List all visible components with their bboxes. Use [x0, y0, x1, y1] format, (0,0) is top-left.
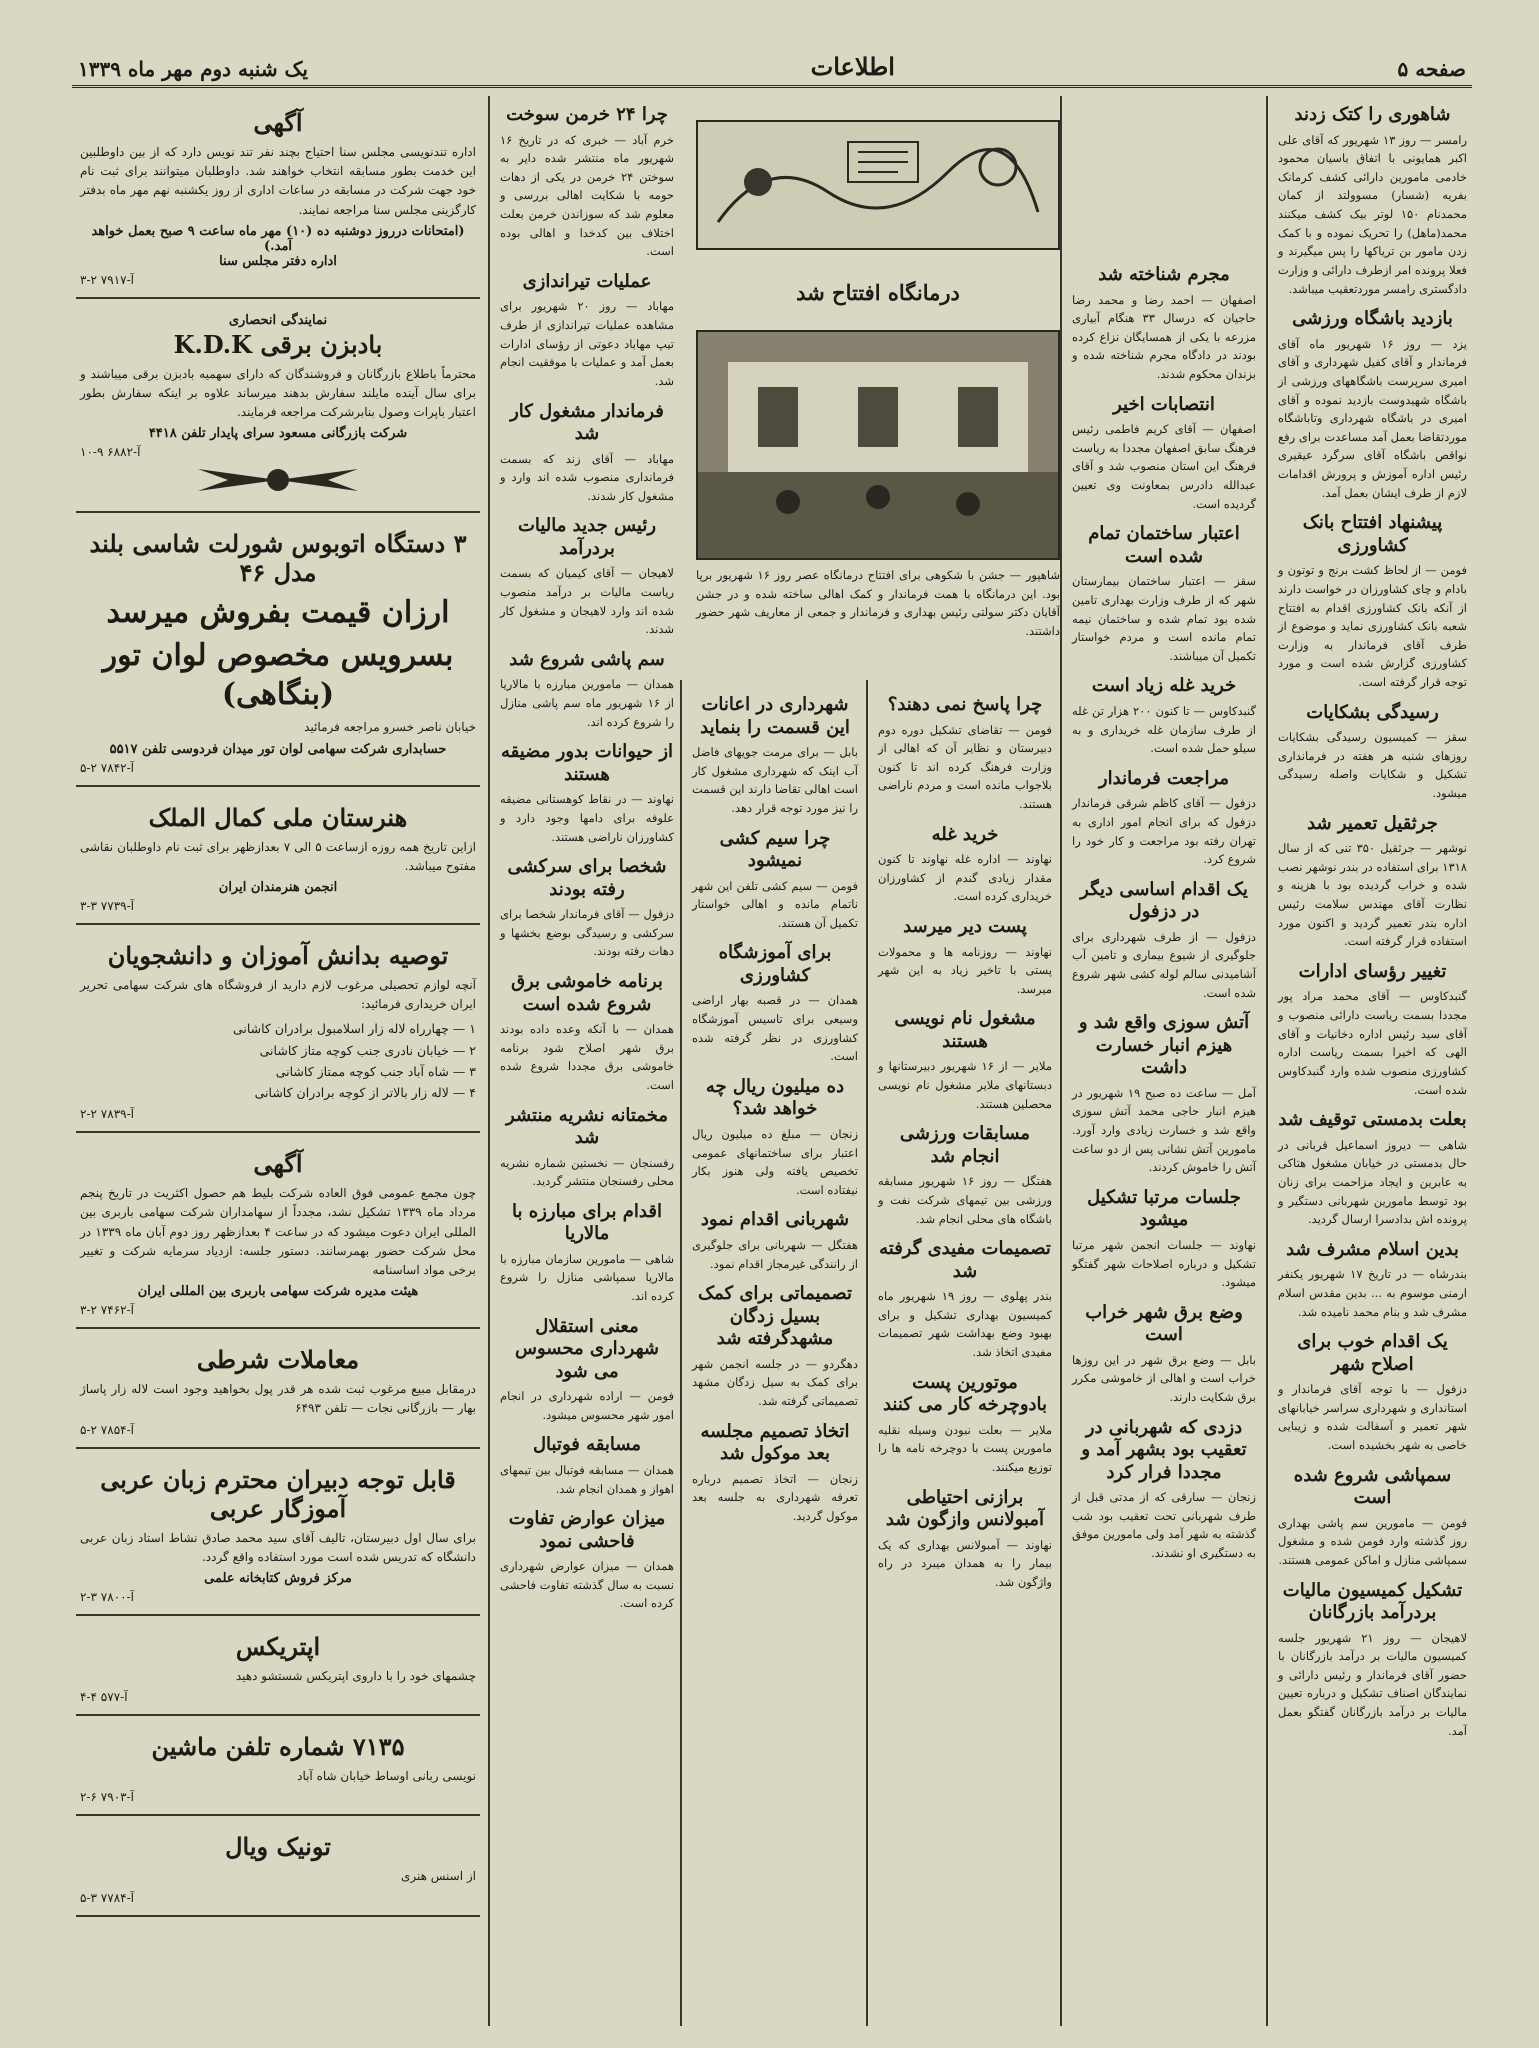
news-article — [692, 1209, 858, 1273]
advertisement — [76, 1724, 480, 1816]
article-body: رامسر — روز ۱۳ شهریور که آقای علی اکبر همایونی با اتفاق باسیان محمود خادمی مامورین دارائی کشف کرمانک بفریه (شسار) مسوولتد از کمان محمدنام ۱۵۰ لوتر بیک کشف میکنند محمد(ماهل) را تحریک نموده و با کمک زدن مامور بن تریاکها را پس میگیرند و فعلا پرونده امر ازطرف دارائی و وزارت دادگستری رامسر موردتعقیب میباشد. — [1278, 132, 1467, 296]
article-headline: انتصابات اخیر — [1113, 393, 1215, 415]
article-body: اصفهان — آقای کریم فاطمی رئیس فرهنگ سابق اصفهان مجددا به ریاست فرهنگ این استان منصوب شد و آقای عبدالله دادرس بمعاونت وی تعیین گردیده است. — [1072, 422, 1256, 511]
article-body: نهاوند — در نقاط کوهستانی مضیقه علوفه برای دامها وجود دارد و کشاورزان ناراضی هستند. — [500, 792, 674, 844]
article-headline: خرید غله زیاد است — [1091, 675, 1237, 697]
article-body: همدان — میزان عوارض شهرداری نسبت به سال گذشته تفاوت فاحشی کرده است. — [500, 1559, 674, 1611]
article-headline: تصمیماتی برای کمک بسیل زدگان مشهدگرفته شد — [697, 1283, 852, 1350]
article-headline: اعتبار ساختمان تمام شده است — [1088, 523, 1240, 567]
article-body: رفسنجان — نخستین شماره نشریه محلی رفسنجان منتشر گردید. — [500, 1155, 674, 1189]
clinic-photo — [696, 330, 1060, 560]
ad-code: آ-۷۸۴۲ ۲-۵ — [80, 760, 134, 775]
article-body: بابل — وضع برق شهر در این روزها خراب است و اهالی از خاموشی مکرر برق شکایت دارند. — [1072, 1352, 1256, 1404]
winged-emblem-icon — [80, 463, 476, 497]
news-article — [1278, 308, 1467, 502]
article-headline: عملیات تیراندازی — [522, 270, 652, 292]
news-article — [1278, 1331, 1467, 1455]
article-headline: مخمتانه نشریه منتشر شد — [506, 1104, 668, 1148]
ad-note: مرکز فروش کتابخانه علمی — [204, 1570, 352, 1586]
ad-title: توصیه بدانش آموزان و دانشجویان — [107, 940, 449, 970]
article-headline: پیشنهاد افتتاح بانک کشاورزی — [1302, 512, 1443, 556]
news-article — [1278, 1580, 1467, 1741]
article-headline: مسابقه فوتبال — [532, 1434, 642, 1456]
ad-body: آنچه لوازم تحصیلی مرغوب لازم دارید از فروشگاه های شرکت سهامی تحریر ایران خریداری فرمائید: — [80, 977, 476, 1012]
article-body: دزفول — آقای فرماندار شخصا برای سرکشی و رسیدگی بوضع بخشها و دهات رفته بودند. — [500, 907, 674, 959]
news-article — [1072, 1302, 1256, 1407]
article-body: بندر پهلوی — روز ۱۹ شهریور ماه کمیسیون بهداری تشکیل و برای بهبود وضع بهداشت شهر تصمیمات مفیدی اتخاذ شد. — [878, 1289, 1052, 1359]
advertisement — [76, 521, 480, 786]
article-headline: رئیس جدید مالیات بردرآمد — [517, 515, 657, 559]
article-headline: مجرم شناخته شد — [1098, 264, 1230, 285]
article-body: بابل — برای مرمت جویهای فاضل آب اینک که شهرداری مشغول کار است اهالی تقاضا دارند این قسمت را نیز مورد توجه قرار دهد. — [692, 745, 858, 815]
ad-code: آ-۷۹۰۳ ۶-۲ — [80, 1790, 134, 1805]
list-item: ۳ — شاه آباد جنب کوچه ممتاز کاشانی — [275, 1063, 476, 1079]
news-article — [692, 694, 858, 818]
news-article — [1072, 394, 1256, 514]
news-article — [878, 916, 1052, 998]
news-article — [500, 1316, 674, 1425]
ad-code: آ-۶۸۸۲ ۹-۱۰ — [80, 445, 141, 460]
ad-code: آ-۵۷۷ ۴-۴ — [80, 1690, 128, 1705]
ad-title: تونیک ویال — [225, 1832, 331, 1862]
article-body: زنجان — اتخاذ تصمیم درباره تعرفه شهرداری به جلسه بعد موکول گردید. — [692, 1471, 858, 1523]
news-article — [500, 1434, 674, 1498]
advertisement — [76, 100, 480, 299]
advertisement — [76, 307, 480, 514]
cartoon-illustration — [696, 120, 1060, 250]
article-headline: چرا پاسخ نمی دهند؟ — [887, 694, 1043, 715]
ad-body: نویسی ربانی اوساط خیابان شاه آباد — [297, 1769, 476, 1784]
article-headline: موتورین پست بادوچرخه کار می کنند — [882, 1371, 1048, 1416]
ad-title: بادبزن برقی K.D.K — [173, 329, 383, 359]
article-body: فومن — سیم کشی تلفن این شهر ناتمام مانده و اهالی خواستار تکمیل آن هستند. — [692, 878, 858, 930]
article-headline: خرید غله — [931, 823, 999, 845]
ad-note: شرکت بازرگانی مسعود سرای پایدار تلفن ۴۴۱۸ — [148, 426, 408, 442]
article-headline: بدین اسلام مشرف شد — [1286, 1238, 1459, 1260]
news-article — [500, 741, 674, 846]
article-body: فومن — مامورین سم پاشی بهداری روز گذشته وارد فومن شده و مشغول سمپاشی منازل و اماکن عمومی هستند. — [1278, 1515, 1467, 1567]
list-item: ۱ — چهارراه لاله زار اسلامبول برادران کاشانی — [232, 1021, 476, 1037]
news-article — [1072, 523, 1256, 665]
advertisement — [76, 1457, 480, 1616]
article-body: نهاوند — روزنامه ها و محمولات پستی با تاخیر زیاد به این شهر میرسد. — [878, 944, 1052, 996]
news-column-2 — [1064, 260, 1264, 2030]
ad-list — [80, 1018, 476, 1103]
ad-code: آ-۷۷۳۹ ۳-۳ — [80, 898, 134, 913]
article-body: اصفهان — احمد رضا و محمد رضا حاجیان که درسال ۳۳ هنگام آبیاری مزرعه با یکی از همسایگان نزاع کرده بودند در دادگاه مجرم شناخته شده و بزندان محکوم شدند. — [1072, 292, 1257, 381]
ads-column — [70, 100, 486, 2030]
article-body: نهاوند — جلسات انجمن شهر مرتبا تشکیل و درباره اصلاحات شهر گفتگو میشود. — [1072, 1237, 1256, 1290]
article-headline: اقدام برای مبارزه با مالاریا — [512, 1200, 662, 1245]
ad-body: اداره تندنویسی مجلس سنا احتیاج بچند نفر تند نویس دارد که از بین داوطلبین این خدمت بطور مسابقه انتخاب خواهند شد. داوطلبان میتوانند برای ثبت نام خود جهت شرکت در مسابقه در ساعات اداری از روز یکشنبه نهم مهر ماه بدفتر کارگزینی مجلس سنا مراجعه نمایند. — [80, 145, 476, 217]
article-headline: شهرداری در اعانات این قسمت را بنماید — [700, 694, 850, 738]
news-article — [500, 971, 674, 1095]
article-body: مهاباد — روز ۲۰ شهریور برای مشاهده عملیات تیراندازی از طرف تیپ مهاباد دعوتی از رؤسای ادارات بعمل آمد و عملیات با موفقیت انجام شد. — [500, 299, 675, 388]
news-article — [692, 1076, 858, 1200]
article-body: گنبدکاوس — آقای محمد مراد پور مجددا بسمت ریاست دارائی منصوب و آقای سید رئیس اداره دخانیات و آقای الهی که اخیرا بسمت ریاست اداره کشاورزی منصوب شده وارد گنبدکاوس شده است. — [1278, 989, 1467, 1097]
ad-subtitle: ارزان قیمت بفروش میرسد — [106, 595, 450, 631]
news-article — [500, 1508, 674, 1613]
article-body: زنجان — سارقی که از مدتی قبل از طرف شهربانی تحت تعقیب بود شب گذشته به شهر آمد ولی مامورین موفق به دستگیری او نشدند. — [1072, 1490, 1256, 1560]
article-headline: پست دیر میرسد — [903, 916, 1027, 937]
advertisement — [76, 795, 480, 925]
clinic-headline: درمانگاه افتتاح شد — [796, 280, 960, 305]
article-headline: بازدید باشگاه ورزشی — [1292, 308, 1453, 330]
article-headline: میزان عوارض تفاوت فاحشی نمود — [508, 1508, 666, 1552]
advertisement — [76, 1337, 480, 1448]
ad-code: آ-۷۹۱۷ ۲-۳ — [80, 272, 134, 287]
article-headline: بعلت بدمستی توقیف شد — [1278, 1109, 1467, 1131]
news-article — [878, 1238, 1052, 1362]
news-column-3 — [870, 690, 1060, 2030]
article-body: دهگردو — در جلسه انجمن شهر برای کمک به سیل زدگان مشهد تصمیماتی گرفته شد. — [692, 1356, 858, 1408]
article-body: فومن — اراده شهرداری در انجام امور شهر محسوس میشود. — [500, 1389, 674, 1422]
news-article — [692, 942, 858, 1066]
ad-title: هنرستان ملی کمال الملک — [148, 802, 408, 832]
article-headline: مراجعت فرماندار — [1098, 767, 1230, 789]
ad-body: چشمهای خود را با داروی اپتریکس شستشو دهید — [235, 1668, 476, 1683]
article-body: شاهی — دیروز اسماعیل قربانی در حال بدمستی در خیابان مشغول هتاکی به عابرین و ایجاد مزاحمت برای زنان بود توسط مامورین شهربانی دستگیر و پرونده اش بدادسرا ارسال گردید. — [1278, 1137, 1467, 1227]
article-headline: سمپاشی شروع شده است — [1293, 1464, 1452, 1509]
ad-body: برای سال اول دبیرستان، تالیف آقای سید محمد صادق نشاط استاد زبان عربی دانشگاه که تدریس شده است مورد استفاده واقع گردد. — [80, 1530, 476, 1564]
issue-date: یک شنبه دوم مهر ماه ۱۳۳۹ — [78, 57, 308, 81]
ad-title: معاملات شرطی — [196, 1345, 360, 1375]
article-headline: آتش سوزی واقع شد و هیزم انبار خسارت داشت — [1078, 1012, 1250, 1079]
news-article — [878, 694, 1052, 814]
article-headline: ده میلیون ریال چه خواهد شد؟ — [705, 1075, 845, 1120]
news-article — [1072, 1012, 1256, 1177]
article-headline: یک اقدام اساسی دیگر در دزفول — [1080, 878, 1248, 923]
article-body: آمل — ساعت ده صبح ۱۹ شهریور در هیزم انبار حاجی محمد آتش سوزی واقع شد و خسارت زیادی وارد آورد. مامورین آتش نشانی پس از دو ساعت آتش را خاموش کردند. — [1072, 1085, 1256, 1175]
news-article — [1072, 675, 1256, 757]
news-article — [1072, 1417, 1256, 1563]
news-article — [1278, 1239, 1467, 1321]
news-article — [1278, 1109, 1467, 1229]
article-body: همدان — مسابقه فوتبال بین تیمهای اهواز و همدان انجام شد. — [500, 1462, 674, 1496]
ad-signer: اداره دفتر مجلس سنا — [219, 253, 337, 269]
column-divider — [488, 96, 490, 2026]
ad-code: آ-۷۷۸۴ ۳-۵ — [80, 1890, 134, 1905]
column-divider — [1266, 96, 1268, 2026]
article-headline: شخصا برای سرکشی رفته بودند — [507, 856, 667, 900]
news-article — [878, 824, 1052, 906]
article-headline: فرماندار مشغول کار شد — [510, 400, 664, 444]
article-body: بندرشاه — در تاریخ ۱۷ شهریور یکنفر ارمنی موسوم به ... بدین مقدس اسلام مشرف شد و بنام محمد نامیده شد. — [1278, 1267, 1467, 1319]
ad-code: آ-۷۸۰۰ ۳-۲ — [80, 1589, 134, 1604]
ad-code: آ-۷۸۵۴ ۲-۵ — [80, 1422, 134, 1437]
article-headline: یک اقدام خوب برای اصلاح شهر — [1297, 1331, 1448, 1375]
article-headline: چرا سیم کشی نمیشود — [719, 827, 831, 871]
news-article — [1278, 813, 1467, 951]
news-article — [1072, 768, 1256, 869]
article-body: گنبدکاوس — تا کنون ۲۰۰ هزار تن غله از طرف سازمان غله خریداری و به سیلو حمل شده است. — [1072, 703, 1256, 756]
article-headline: چرا ۲۴ خرمن سوخت — [506, 104, 668, 125]
news-article — [500, 104, 674, 261]
news-article — [692, 828, 858, 933]
article-body: خرم آباد — خبری که در تاریخ ۱۶ شهریور ماه منتشر شده دایر به سوختن ۲۴ خرمن در یکی از دهات حومه با شکایت اهالی بررسی و معلوم شد که سوزاندن خرمن بعلت اختلاف بین کدخدا و اهالی بوده است. — [500, 132, 674, 259]
cartoon-drawing-icon — [698, 122, 1058, 248]
advertisement — [76, 1824, 480, 1916]
article-body: ملایر — از ۱۶ شهریور دبیرستانها و دبستانهای ملایر مشغول نام نویسی محصلین هستند. — [878, 1059, 1052, 1111]
article-body: فومن — از لحاظ کشت برنج و توتون و بادام و چای کشاورزان در خواست دارند از آنکه بانک کشاورزی اقدام به افتتاح شعبه بانک کشاورزی نماید و موضوع از طرف آقای فرماندار به وزارت کشاورزی گزارش شده است و مورد توجه قرار گرفته است. — [1278, 563, 1467, 689]
article-body: دزفول — از طرف شهرداری برای جلوگیری از شیوع بیماری و تامین آب آشامیدنی سالم لوله کشی شهر شروع شده است. — [1072, 929, 1256, 1000]
advertisement — [76, 1141, 480, 1329]
ad-note: انجمن هنرمندان ایران — [218, 879, 338, 895]
ad-title: قابل توجه دبیران محترم زبان عربی آموزگار عربی — [100, 1464, 456, 1523]
article-headline: جلسات مرتبا تشکیل میشود — [1087, 1186, 1241, 1231]
ad-body: خیابان ناصر خسرو مراجعه فرمائید — [304, 720, 476, 735]
article-body: سقز — کمیسیون رسیدگی بشکایات روزهای شنبه هر هفته در فرمانداری تشکیل و شکایات واصله رسیدگی میشود. — [1278, 730, 1467, 800]
ad-body: چون مجمع عمومی فوق العاده شرکت بلیط هم حصول اکثریت در تاریخ پنجم مرداد ماه ۱۳۳۹ تشکیل نشد، مجدداً از سهامداران شرکت سهامی باربری بین المللی ایران دعوت میشود که در ساعت ۴ بعدازظهر روز دوم آبان ماه ۱۳۳۹ در محل شرکت حضور بهمرسانند. دستور جلسه: ازدیاد سرمایه شرکت و تغییر برخی مواد اساسنامه — [80, 1186, 476, 1277]
article-body: لاهیجان — آقای کیمیان که بسمت ریاست مالیات بر درآمد منصوب شده اند وارد لاهیجان و مشغول کار شدند. — [500, 566, 674, 637]
article-headline: تصمیمات مفیدی گرفته شد — [879, 1238, 1051, 1282]
news-article — [692, 1421, 858, 1526]
news-article — [878, 1372, 1052, 1477]
article-body: دزفول — با توجه آقای فرماندار و استانداری و شهرداری سراسر خیابانهای شهر تعمیر و آسفالت شده و زیبایی خاصی به شهر بخشیده است. — [1278, 1382, 1467, 1452]
article-headline: از حیوانات بدور مضیقه هستند — [500, 741, 674, 785]
article-body: دزفول — آقای کاظم شرقی فرماندار دزفول که برای انجام امور اداری به تهران رفته بود مراجعت و کار خود را شروع کرد. — [1072, 796, 1256, 867]
ad-title: آگهی — [253, 108, 303, 137]
news-article — [500, 401, 674, 506]
article-headline: رسیدگی بشکایات — [1306, 701, 1439, 723]
news-article — [500, 1201, 674, 1306]
article-headline: شاهوری را کتک زدند — [1294, 104, 1451, 125]
article-headline: تغییر رؤسای ادارات — [1298, 960, 1447, 982]
clinic-photo-icon — [698, 332, 1058, 558]
article-body: همدان — با آنکه وعده داده بودند برق شهر اصلاح شود برنامه خاموشی برق مجددا شروع شده است. — [500, 1022, 674, 1092]
article-headline: جرثقیل تعمیر شد — [1307, 812, 1438, 834]
list-item: ۴ — لاله زار بالاتر از کوچه برادران کاشانی — [254, 1085, 476, 1100]
ad-body: ازاین تاریخ همه روزه ازساعت ۵ الی ۷ بعدازظهر برای ثبت نام داوطلبان نقاشی مفتوح میباشد. — [80, 839, 477, 873]
news-article — [1072, 879, 1256, 1003]
ad-title: اپتریکس — [235, 1631, 321, 1661]
column-divider — [1060, 96, 1062, 2026]
article-body: نهاوند — آمبولانس بهداری که یک بیمار را به همدان میبرد در راه واژگون شد. — [878, 1537, 1052, 1589]
article-headline: سم پاشی شروع شد — [509, 648, 665, 670]
news-article — [1072, 264, 1256, 384]
article-headline: مسابقات ورزشی انجام شد — [899, 1123, 1031, 1167]
news-article — [1278, 702, 1467, 803]
article-body: یزد — روز ۱۶ شهریور ماه آقای فرماندار و آقای کفیل شهرداری و آقای امیری سرپرست باشگاههای ورزشی از باشگاه شهیدوست بازدید نموده و آقای امیری در باشگاه شهرداری وتاباشگاه موردتقاضا بعمل آمد مساعدت برای رفع نواقص باشگاه آقای سرگرد عیقیری رئیس اداره آموزش و پرورش اقدامات لازم از طرف ایشان بعمل آمد. — [1278, 336, 1467, 500]
news-column-4 — [684, 690, 866, 2030]
ad-title: ۷۱۳۵ شماره تلفن ماشین — [151, 1732, 405, 1762]
news-article — [692, 1283, 858, 1410]
ad-note: حسابداری شرکت سهامی لوان تور میدان فردوسی تلفن ۵۵۱۷ — [109, 741, 447, 757]
ad-body: درمقابل مبیع مرغوب ثبت شده هر قدر پول بخواهید وجود است لاله زار پاساژ بهار — بازرگانی نجات — تلفن ۶۴۹۳ — [80, 1382, 476, 1416]
article-body: همدان — مامورین مبارزه با مالاریا از ۱۶ شهریور ماه سم پاشی منازل را شروع کرده اند. — [500, 677, 675, 729]
list-item: ۲ — خیابان نادری جنب کوچه متاز کاشانی — [259, 1042, 476, 1058]
article-body: نهاوند — اداره غله نهاوند تا کنون مقدار زیادی گندم از کشاورزان خریداری کرده است. — [878, 852, 1052, 904]
ad-title: آگهی — [253, 1149, 303, 1179]
ad-subtitle: بسرویس مخصوص لوان تور (بنگاهی) — [102, 638, 454, 713]
article-headline: شهربانی اقدام نمود — [700, 1209, 850, 1231]
article-body: نوشهر — جرثقیل ۳۵۰ تنی که از سال ۱۳۱۸ برای استفاده در بندر نوشهر نصب شده و خراب گردیده بود با هزینه و نظارت آقای مهندس سلامت رئیس اداره بندر تعمیر گردید و اکنون مورد استفاده قرار گرفته است. — [1278, 841, 1468, 949]
article-body: ملایر — بعلت نبودن وسیله نقلیه مامورین پست با دوچرخه نامه ها را توزیع میکنند. — [878, 1422, 1052, 1474]
article-body: همدان — در قصبه بهار اراضی وسیعی برای تاسیس آموزشگاه کشاورزی در نظر گرفته شده است. — [692, 993, 858, 1064]
ad-body: محترماً باطلاع بازرگانان و فروشندگان که دارای سهمیه بادبزن برقی میباشند و برای سال آینده مایلند سفارش بدهند میرساند علاوه بر اینکه سفارش بطور اعتبار باپرات وصول بنابرشرکت مراجعه فرمایند. — [80, 366, 476, 420]
column-divider — [866, 680, 868, 2026]
article-body: لاهیجان — روز ۲۱ شهریور جلسه کمیسیون مالیات بر درآمد بازرگانان با حضور آقای فرماندار و رئیس دارائی و نمایندگان اصناف تشکیل و درباره تعیین مالیات بر درآمد بازرگانان گفتگو بعمل آمد. — [1278, 1630, 1467, 1738]
news-column-1 — [1270, 100, 1475, 2030]
article-headline: اتخاذ تصمیم مجلسه بعد موکول شد — [700, 1420, 850, 1464]
news-article — [1278, 512, 1467, 691]
advertisement — [76, 933, 480, 1133]
ad-title: ۳ دستگاه اتوبوس شورلت شاسی بلند مدل ۴۶ — [89, 529, 467, 588]
news-article — [1278, 104, 1467, 298]
news-article — [878, 1487, 1052, 1592]
article-body: مهاباد — آقای زند که بسمت فرمانداری منصوب شده اند وارد و مشغول کار شدند. — [500, 451, 674, 503]
clinic-caption: شاهپور — جشن با شکوهی برای افتتاح درمانگاه عصر روز ۱۶ شهریور برپا بود. این درمانگاه با همت فرماندار و کمک اهالی ساخته شده و در جشن آقایان دکتر سولتی رئیس بهداری و فرماندار و جمعی از معاریف شهر حضور داشتند. — [696, 568, 1060, 638]
article-headline: برازنی احتیاطی آمبولانس وازگون شد — [885, 1486, 1045, 1530]
newspaper-name: اطلاعات — [810, 52, 895, 81]
advertisement — [76, 1624, 480, 1716]
news-article — [1278, 1465, 1467, 1570]
ad-code: آ-۷۴۶۲ ۲-۳ — [80, 1303, 134, 1318]
news-article — [878, 1123, 1052, 1228]
masthead — [72, 52, 1472, 88]
article-body: هفتگل — شهربانی برای جلوگیری از رانندگی غیرمجاز اقدام نمود. — [692, 1237, 858, 1271]
article-body: فومن — تقاضای تشکیل دوره دوم دبیرستان و نظایر آن که اهالی از وزارت فرهنگ کرده اند تا کنون بلاجواب مانده است و مردم ناراضی هستند. — [878, 722, 1052, 811]
news-column-5 — [492, 100, 682, 2030]
news-article — [500, 515, 674, 639]
ad-code: آ-۷۸۳۹ ۲-۲ — [80, 1107, 134, 1122]
article-headline: دزدی که شهربانی در تعقیب بود بشهر آمد و مجددا فرار کرد — [1081, 1416, 1247, 1483]
page-number: صفحه ۵ — [1397, 57, 1466, 81]
news-article — [500, 1105, 674, 1191]
ad-note: هیئت مدیره شرکت سهامی باربری بین المللی ایران — [137, 1284, 419, 1300]
article-headline: تشکیل کمیسیون مالیات بردرآمد بازرگانان — [1282, 1579, 1463, 1623]
news-article — [1072, 1187, 1256, 1292]
ad-kicker: نمایندگی انحصاری — [228, 312, 328, 328]
article-body: هفتگل — روز ۱۶ شهریور مسابقه ورزشی بین تیمهای شرکت نفت و باشگاه های محلی انجام شد. — [878, 1174, 1052, 1226]
article-headline: وضع برق شهر خراب است — [1085, 1301, 1243, 1346]
ad-body: از اسنس هنری — [400, 1869, 476, 1884]
article-headline: برنامه خاموشی برق شروع شده است — [511, 971, 663, 1015]
news-article — [1278, 961, 1467, 1099]
news-article — [500, 856, 674, 961]
article-body: زنجان — مبلغ ده میلیون ریال اعتبار برای ساختمانهای عمومی تخصیص یافته ولی هنوز بکار نیفتاده است. — [692, 1126, 858, 1197]
news-article — [878, 1008, 1052, 1113]
article-headline: مشغول نام نویسی هستند — [894, 1008, 1036, 1052]
news-article — [500, 649, 674, 731]
article-body: شاهی — مامورین سازمان مبارزه با مالاریا سمپاشی منازل را شروع کرده اند. — [500, 1251, 674, 1303]
article-body: سقز — اعتبار ساختمان بیمارستان شهر که از طرف وزارت بهداری تامین شده بود تمام شده و ساختمان نیمه تمام مانده است و مردم خواستار تکمیل آن میباشند. — [1072, 574, 1256, 663]
ad-note: (امتحانات درروز دوشنبه ده (۱۰) مهر ماه ساعت ۹ صبح بعمل خواهد آمد.) — [91, 223, 465, 254]
article-headline: برای آموزشگاه کشاورزی — [718, 942, 832, 986]
news-article — [500, 271, 674, 391]
article-headline: معنی استقلال شهرداری محسوس می شود — [515, 1315, 659, 1382]
